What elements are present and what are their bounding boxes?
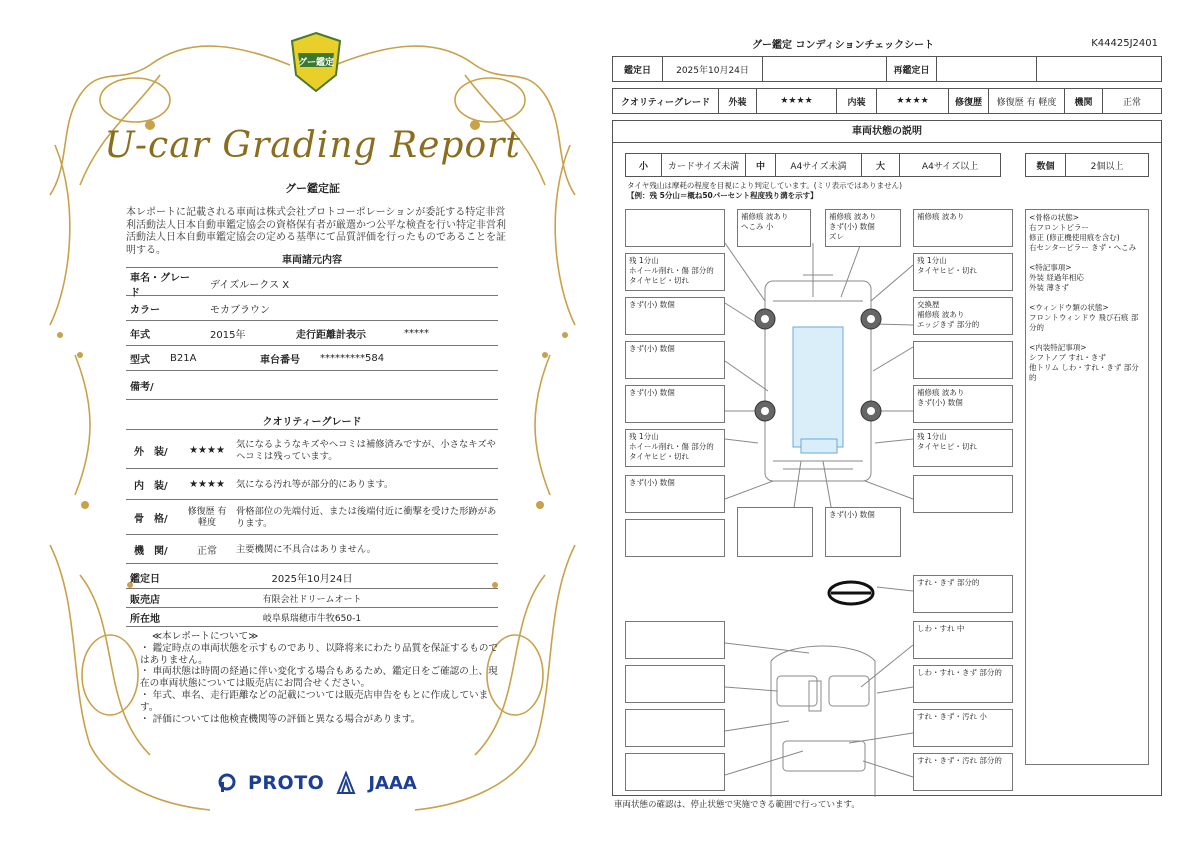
mileage-label: 走行距離計表示 <box>296 330 366 341</box>
date-label: 鑑定日 <box>613 57 663 81</box>
count-legend <box>1025 153 1149 177</box>
quality-heading: クオリティーグレード <box>262 417 362 428</box>
date-blank <box>763 57 887 81</box>
condition-notes-panel <box>1025 209 1149 765</box>
note-item: ・ 評価については他検査機関等の評価と異なる場合があります。 <box>140 713 421 725</box>
certificate-title: U-car Grading Report <box>104 125 521 166</box>
remarks-label: 備考/ <box>130 382 154 393</box>
size-small-desc: カードサイズ未満 <box>662 154 746 176</box>
remarks-row <box>126 372 498 400</box>
condition-box: 残 1分山 ホイール削れ・傷 部分的 タイヤヒビ・切れ <box>625 429 725 467</box>
condition-box <box>625 519 725 557</box>
quality-desc: 気になるようなキズやヘコミは補修済みですが、小さなキズやヘコミは残っています。 <box>236 438 496 462</box>
size-large-desc: A4サイズ以上 <box>921 161 979 172</box>
exterior-label: 外装 <box>719 89 757 113</box>
repair-label: 修復歴 <box>949 89 989 113</box>
interior-box: しわ・すれ・きず 部分的 <box>913 665 1013 703</box>
size-mid-desc: A4サイズ未満 <box>776 154 862 176</box>
condition-box <box>913 341 1013 379</box>
dealer-row <box>126 590 498 608</box>
redate-blank <box>1037 57 1161 81</box>
report-notes <box>140 631 500 725</box>
car-name-label: 車名・グレード <box>130 272 190 299</box>
condition-box: 補修痕 波あり へこみ 小 <box>737 209 811 247</box>
condition-frame <box>612 120 1162 796</box>
chassis-value: *********584 <box>320 353 385 364</box>
color-label: カラー <box>130 305 160 316</box>
quality-grade: ★★★★ <box>189 445 225 456</box>
interior-box: すれ・きず・汚れ 小 <box>913 709 1013 747</box>
interior-value: ★★★★ <box>877 89 949 113</box>
quality-desc: 骨格部位の先端付近、または後端付近に衝撃を受けた形跡があります。 <box>236 505 497 529</box>
redate-label: 再鑑定日 <box>887 57 937 81</box>
sheet-footnote: 車両状態の確認は、停止状態で実施できる範囲で行っています。 <box>614 800 860 810</box>
proto-logo-icon <box>218 773 236 793</box>
note-item: ・ 年式、車名、走行距離などの記載については販売店申告をもとに作成しています。 <box>140 689 489 713</box>
jaaa-logo: JAAA <box>368 772 417 794</box>
condition-heading: 車両状態の説明 <box>613 121 1161 143</box>
condition-note: <特記事項> 外装 経過年相応 外装 薄きず <box>1029 263 1084 292</box>
condition-box <box>737 507 813 557</box>
quality-grade: ★★★★ <box>189 479 225 490</box>
quality-desc: 主要機関に不具合はありません。 <box>236 543 377 555</box>
interior-box <box>625 709 725 747</box>
size-mid: 中 <box>746 154 776 176</box>
dealer-value: 有限会社ドリームオート <box>262 595 362 605</box>
tire-note-line: タイヤ残山は摩耗の程度を目視により判定しています。(ミリ表示ではありません) <box>627 181 903 190</box>
size-legend <box>625 153 1001 177</box>
note-item: ・ 鑑定時点の車両状態を示すものであり、以降将来にわたり品質を保証するものではありません。 <box>140 642 499 666</box>
condition-note: <骨格の状態> 右フロントピラー 修正 (修正機使用痕を含む) 右センターピラー きず・へこみ <box>1029 213 1137 252</box>
quality-desc: 気になる汚れ等が部分的にあります。 <box>236 478 394 490</box>
condition-box: 残 1分山 タイヤヒビ・切れ <box>913 253 1013 291</box>
condition-box: 残 1分山 ホイール削れ・傷 部分的 タイヤヒビ・切れ <box>625 253 725 291</box>
condition-box: きず(小) 数個 <box>625 297 725 335</box>
address-label: 所在地 <box>130 614 160 625</box>
jaaa-logo-icon <box>336 771 356 795</box>
model-label: 型式 <box>130 355 150 366</box>
car-name-value: デイズルークス X <box>210 280 290 291</box>
quality-row-frame <box>126 501 498 535</box>
car-name-row <box>126 272 498 299</box>
condition-box: 残 1分山 タイヤヒビ・切れ <box>913 429 1013 467</box>
condition-note: <ウィンドウ類の状態> フロントウィンドウ 飛び石痕 部分的 <box>1029 303 1139 332</box>
condition-box <box>625 209 725 247</box>
address-row <box>126 609 498 627</box>
interior-box <box>625 665 725 703</box>
condition-box: 補修痕 波あり きず(小) 数個 ズレ <box>825 209 901 247</box>
year-value: 2015年 <box>210 330 246 341</box>
color-value: モカブラウン <box>210 305 270 316</box>
certificate-intro: 本レポートに記載される車両は株式会社プロトコーポレーションが委託する特定非営利活動法人日本自動車鑑定協会の資格保有者が厳選かつ公平な検査を行い特定非営利活動法人日本自動車鑑定協会の定める基準にて品質評価を行ったものであることを証明する。 <box>126 207 506 256</box>
date-table <box>612 56 1162 82</box>
year-label: 年式 <box>130 330 150 341</box>
quality-row-interior <box>126 470 498 500</box>
quality-label: 骨 格/ <box>134 514 168 525</box>
tire-note <box>627 181 902 201</box>
sheet-title: グー鑑定 コンディションチェックシート <box>752 40 935 51</box>
condition-box: きず(小) 数個 <box>625 385 725 423</box>
model-value: B21A <box>170 353 197 364</box>
size-large: 大 <box>862 154 900 176</box>
quality-grade: 修復歴 有 軽度 <box>187 506 227 528</box>
interior-box: すれ・きず・汚れ 部分的 <box>913 753 1013 791</box>
model-row <box>126 347 498 371</box>
proto-logo: PROTO <box>248 772 325 794</box>
logo-text: グー鑑定 <box>297 58 334 68</box>
quality-label: 外 装/ <box>134 447 168 458</box>
exterior-value: ★★★★ <box>757 89 837 113</box>
condition-box: 補修痕 波あり <box>913 209 1013 247</box>
repair-value: 修復歴 有 軽度 <box>989 89 1065 113</box>
engine-value: 正常 <box>1122 97 1141 108</box>
condition-box: 補修痕 波あり きず(小) 数個 <box>913 385 1013 423</box>
sheet-id: K44425J2401 <box>1091 38 1158 49</box>
condition-check-sheet <box>612 36 1164 810</box>
tire-note-line: 【例：残 5分山＝概ね50パーセント程度残り溝を示す】 <box>627 191 818 200</box>
quality-grade: 正常 <box>197 546 217 557</box>
quality-row-exterior <box>126 433 498 469</box>
interior-box <box>625 753 725 791</box>
condition-box: 交換歴 補修痕 波あり エッジきず 部分的 <box>913 297 1013 335</box>
quality-table <box>612 88 1162 114</box>
interior-box: すれ・きず 部分的 <box>913 575 1013 613</box>
dealer-label: 販売店 <box>130 595 160 606</box>
divider <box>126 429 498 430</box>
footer-logos <box>218 771 417 795</box>
size-small: 小 <box>626 154 662 176</box>
date-value: 2025年10月24日 <box>663 57 763 81</box>
condition-box: きず(小) 数個 <box>625 341 725 379</box>
specs-heading: 車両諸元内容 <box>282 255 342 266</box>
condition-box <box>913 475 1013 513</box>
chassis-label: 車台番号 <box>260 355 300 366</box>
grading-certificate <box>40 25 585 825</box>
condition-note: <内装特記事項> シフトノブ すれ・きず 他トリム しわ・すれ・きず 部分的 <box>1029 343 1139 382</box>
date-label: 鑑定日 <box>130 574 160 585</box>
interior-box: しわ・すれ 中 <box>913 621 1013 659</box>
engine-label: 機関 <box>1065 89 1103 113</box>
count-label: 数個 <box>1026 154 1066 176</box>
quality-label: クオリティーグレード <box>613 89 719 113</box>
note-item: ・ 車両状態は時間の経過に伴い変化する場合もあるため、鑑定日をご確認の上、現在の車両状態については販売店にお問合せください。 <box>140 666 498 690</box>
mileage-value: ***** <box>404 328 429 339</box>
redate-value <box>937 57 1037 81</box>
date-row <box>126 567 498 589</box>
year-row <box>126 322 498 346</box>
color-row <box>126 297 498 321</box>
notes-heading: ≪本レポートについて≫ <box>152 631 259 642</box>
quality-label: 内 装/ <box>134 481 168 492</box>
count-desc: 2個以上 <box>1090 161 1124 172</box>
condition-box: きず(小) 数個 <box>825 507 901 557</box>
interior-label: 内装 <box>837 89 877 113</box>
date-value: 2025年10月24日 <box>271 574 353 585</box>
quality-label: 機 関/ <box>134 546 168 557</box>
interior-box <box>625 621 725 659</box>
certificate-subtitle: グー鑑定証 <box>285 182 340 195</box>
address-value: 岐阜県瑞穂市牛牧650-1 <box>262 614 362 624</box>
condition-box: きず(小) 数個 <box>625 475 725 513</box>
quality-row-engine <box>126 536 498 564</box>
